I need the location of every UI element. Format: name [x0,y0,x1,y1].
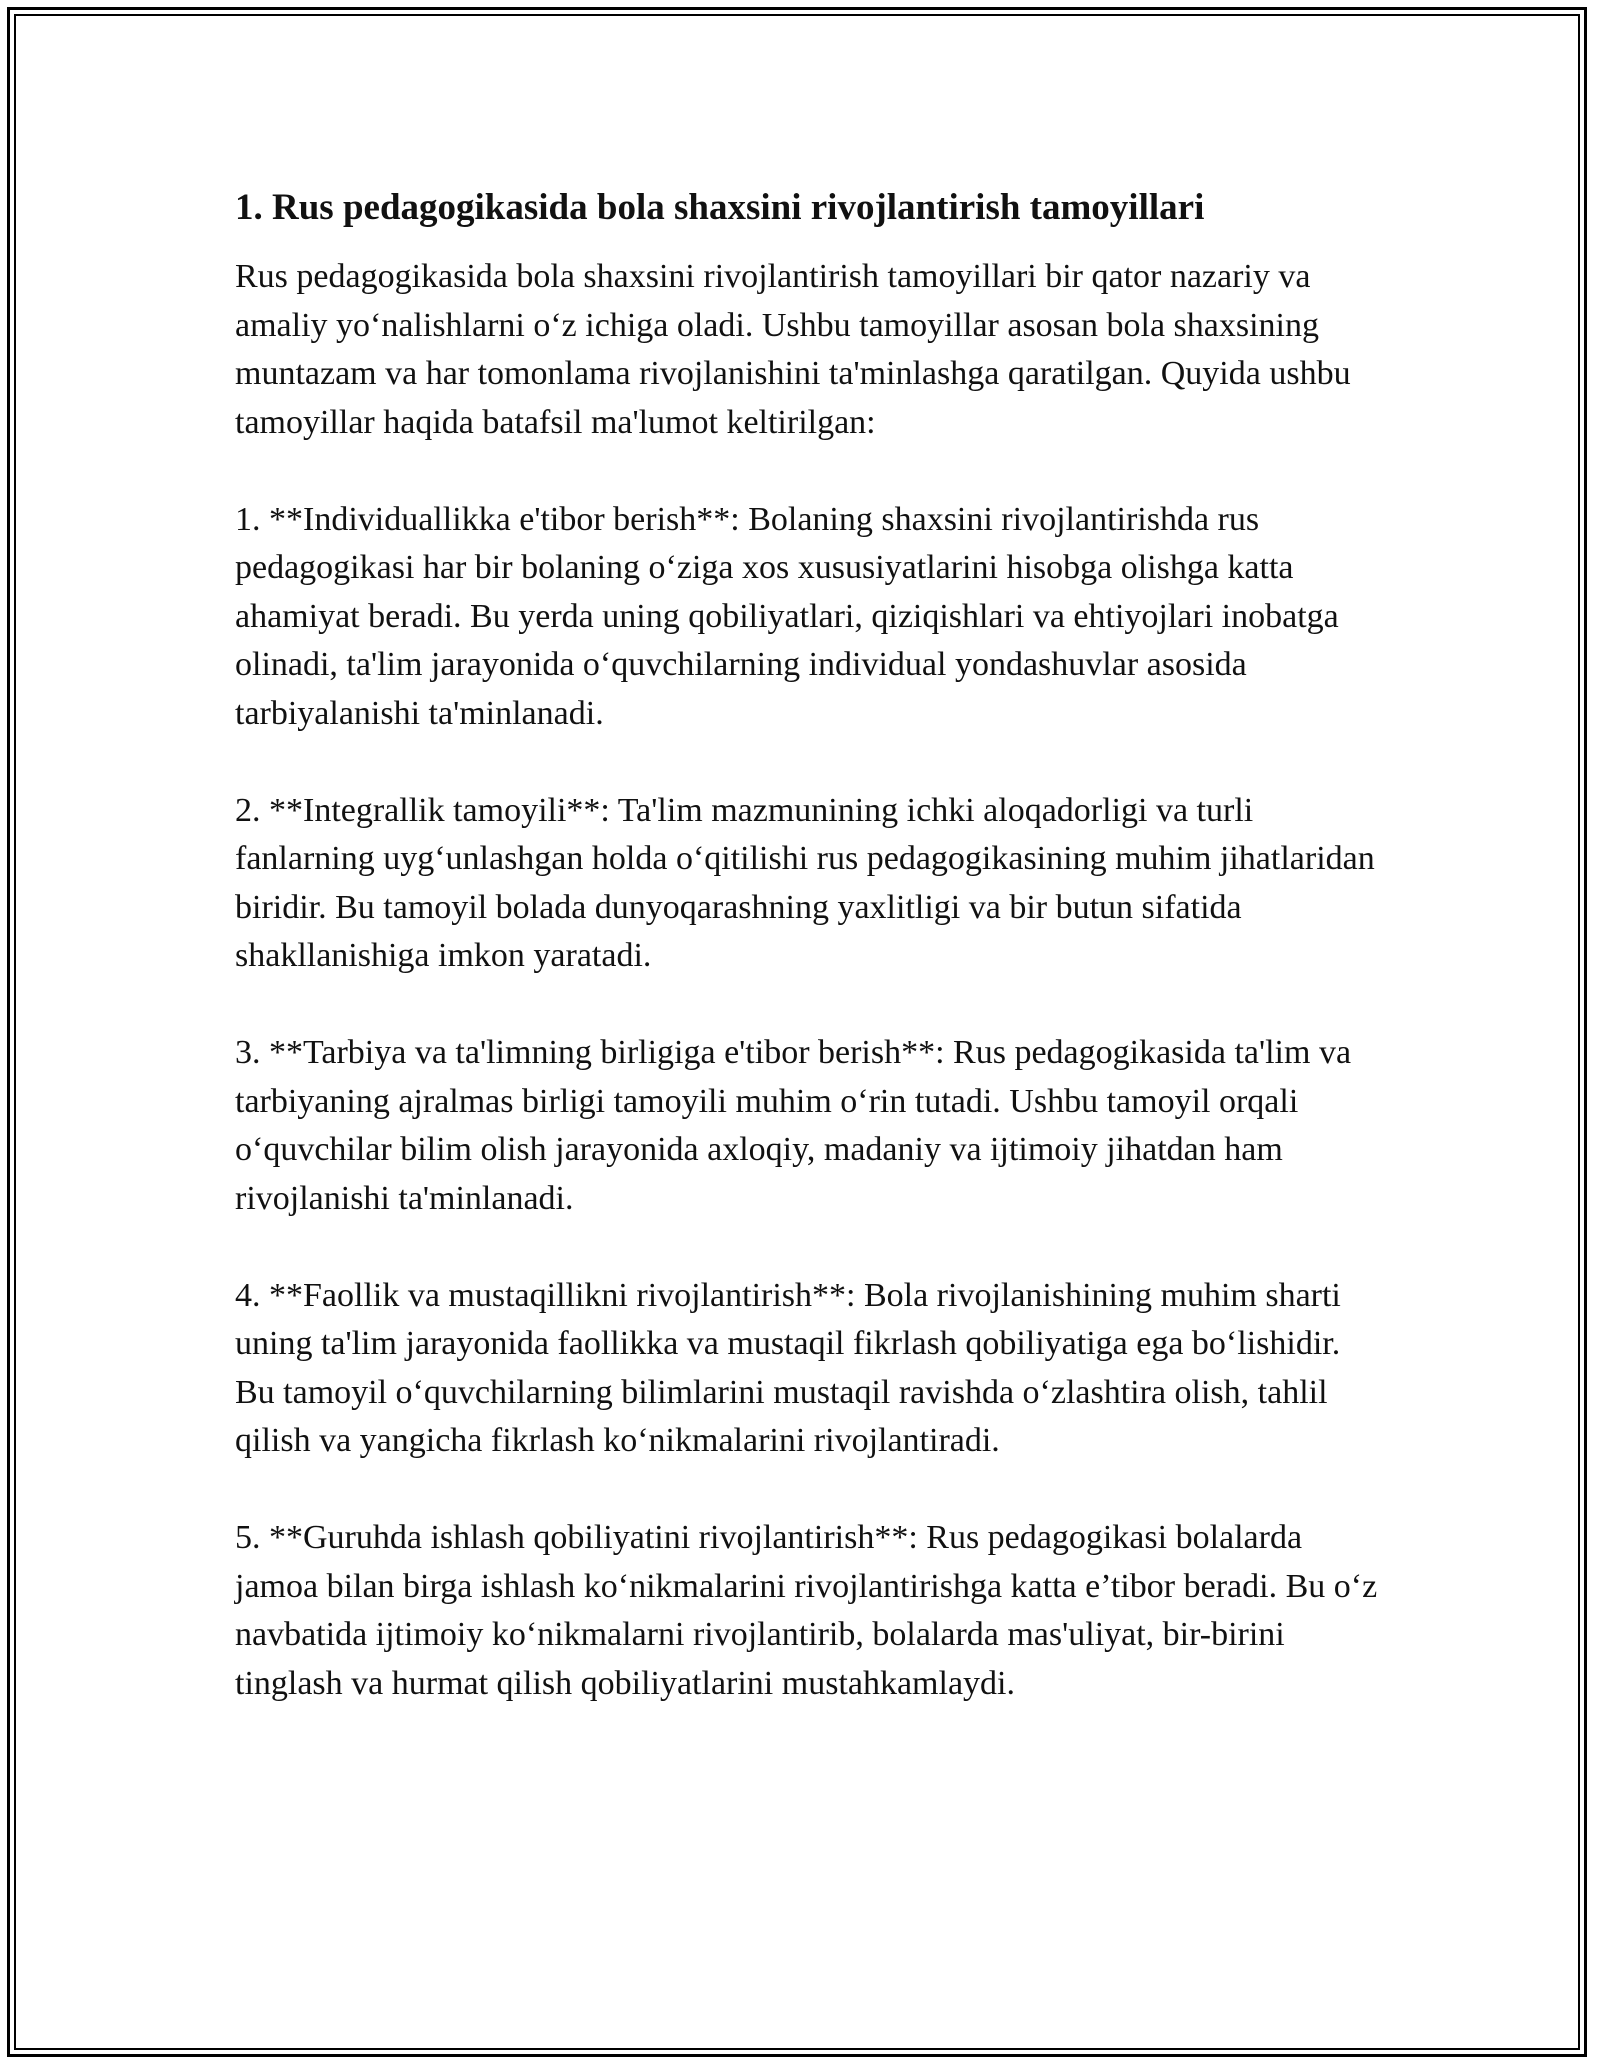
principle-paragraph-3: 3. **Tarbiya va ta'limning birligiga e'tibor berish**: Rus pedagogikasida ta'lim va tarbiyaning ajralmas birligi tamoyili muhim o‘rin tutadi. Ushbu tamoyil orqali o‘quvchilar bilim olish jarayonida axloqiy, madaniy va ijtimoiy jihatdan ham rivojlanishi ta'minlanadi. [235,1034,1352,1217]
document-title: 1. Rus pedagogikasida bola shaxsini rivojlantirish tamoyillari [235,187,1205,228]
principle-paragraph-5: 5. **Guruhda ishlash qobiliyatini rivojlantirish**: Rus pedagogikasi bolalarda jamoa bilan birga ishlash ko‘nikmalarini rivojlantirishga katta e’tibor beradi. Bu o‘z navbatida ijtimoiy ko‘nikmalarni rivojlantirib, bolalarda mas'uliyat, bir-birini tinglash va hurmat qilish qobiliyatlarini mustahkamlaydi. [235,1519,1378,1702]
principle-paragraph-4: 4. **Faollik va mustaqillikni rivojlantirish**: Bola rivojlanishining muhim sharti uning ta'lim jarayonida faollikka va mustaqil fikrlash qobiliyatiga ega bo‘lishidir. Bu tamoyil o‘quvchilarning bilimlarini mustaqil ravishda o‘zlashtira olish, tahlil qilish va yangicha fikrlash ko‘nikmalarini rivojlantiradi. [235,1276,1341,1459]
intro-paragraph: Rus pedagogikasida bola shaxsini rivojlantirish tamoyillari bir qator nazariy va amaliy yo‘nalishlarni o‘z ichiga oladi. Ushbu tamoyillar asosan bola shaxsining muntazam va har tomonlama rivojlanishini ta'minlashga qaratilgan. Quyida ushbu tamoyillar haqida batafsil ma'lumot keltirilgan: [235,258,1351,441]
document-body [235,183,1385,1757]
principle-paragraph-2: 2. **Integrallik tamoyili**: Ta'lim mazmunining ichki aloqadorligi va turli fanlarning uyg‘unlashgan holda o‘qitilishi rus pedagogikasining muhim jihatlaridan biridir. Bu tamoyil bolada dunyoqarashning yaxlitligi va bir butun sifatida shakllanishiga imkon yaratadi. [235,791,1375,974]
principle-paragraph-1: 1. **Individuallikka e'tibor berish**: Bolaning shaxsini rivojlantirishda rus pedagogikasi har bir bolaning o‘ziga xos xususiyatlarini hisobga olishga katta ahamiyat beradi. Bu yerda uning qobiliyatlari, qiziqishlari va ehtiyojlari inobatga olinadi, ta'lim jarayonida o‘quvchilarning individual yondashuvlar asosida tarbiyalanishi ta'minlanadi. [235,500,1339,732]
